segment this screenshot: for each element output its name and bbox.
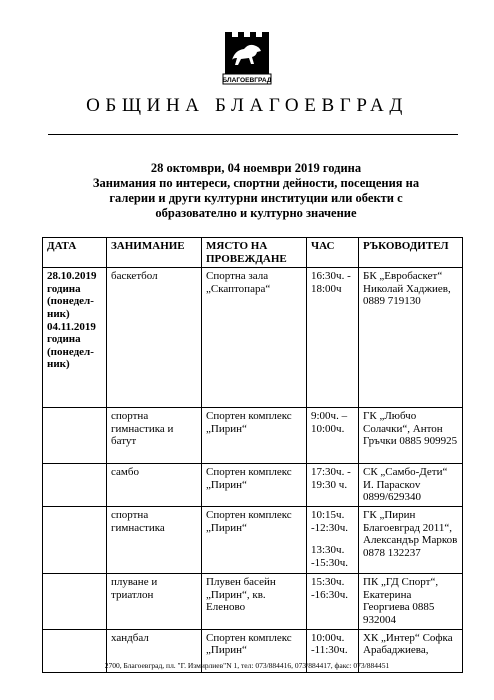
place-cell: Спортен комплекс „Пирин“ [202,507,307,574]
table-row [43,408,463,464]
leader-cell: БК „Евробаскет“ Николай Хаджиев, 0889 719130 [359,268,463,408]
table-row [43,464,463,507]
table-header-row [43,238,463,268]
time-cell: 10:00ч. -11:30ч. [307,629,359,672]
municipality-crest [222,30,272,86]
date-cell: 28.10.2019 година (понедел-ник) 04.11.2019 година (понедел-ник) [43,268,107,408]
time-cell: 17:30ч. - 19:30 ч. [307,464,359,507]
place-cell: Спортен комплекс „Пирин“ [202,629,307,672]
time-slot-2: 13:30ч. -15:30ч. [311,544,349,569]
crest-icon [222,30,272,86]
place-cell: Спортен комплекс „Пирин“ [202,408,307,464]
organization-title: ОБЩИНА БЛАГОЕВГРАД [86,95,408,116]
date-cell-empty [43,574,107,629]
activity-cell: самбо [107,464,202,507]
heading-dates: 28 октомври, 04 ноември 2019 година [150,161,362,175]
leader-cell: ГК „Пирин Благоевград 2011“, Александър Марков 0878 132237 [359,507,463,574]
date-cell-empty [43,507,107,574]
heading-line-1: Занимания по интереси, спортни дейности, посещения на [92,176,420,190]
crest-label: БЛАГОЕВГРАД [222,76,272,84]
activity-cell: плуване и триатлон [107,574,202,629]
date-cell-empty [43,408,107,464]
table-row [43,268,463,408]
heading-line-3: образователно и културно значение [155,206,357,220]
leader-cell: ГК „Любчо Солачки“, Антон Гръчки 0885 909925 [359,408,463,464]
table-row [43,507,463,574]
header-date: ДАТА [43,238,107,268]
activity-cell: баскетбол [107,268,202,408]
date-cell-empty [43,464,107,507]
header-divider [48,134,458,135]
header-time: ЧАС [307,238,359,268]
heading-line-2: галерии и други културни институции или обекти с [109,191,403,205]
leader-cell: ПК „ГД Спорт“, Екатерина Георгиева 0885 932004 [359,574,463,629]
time-cell: 15:30ч. -16:30ч. [307,574,359,629]
document-heading [68,161,444,221]
time-cell [307,507,359,574]
leader-cell: СК „Самбо-Дети“ И. Параскоv 0899/629340 [359,464,463,507]
time-slot-1: 10:15ч. -12:30ч. [311,509,349,534]
header-activity: ЗАНИМАНИЕ [107,238,202,268]
time-cell: 9:00ч. – 10:00ч. [307,408,359,464]
place-cell: Спортен комплекс „Пирин“ [202,464,307,507]
activity-cell: спортна гимнастика и батут [107,408,202,464]
activity-cell: хандбал [107,629,202,672]
header-leader: РЪКОВОДИТЕЛ [359,238,463,268]
table-row [43,574,463,629]
place-cell: Плувен басейн „Пирин“, кв. Еленово [202,574,307,629]
activity-cell: спортна гимнастика [107,507,202,574]
place-cell: Спортна зала „Скаптопара“ [202,268,307,408]
leader-cell: ХК „Интер“ Софка Арабаджиева, [359,629,463,672]
time-cell: 16:30ч. - 18:00ч [307,268,359,408]
schedule-table [42,237,463,673]
header-place: МЯСТО НА ПРОВЕЖДАНЕ [202,238,307,268]
footer-address: 2700, Благоевград, пл. "Г. Измирлиев"N 1, тел: 073/884416, 073/884417, факс: 073/884451 [104,661,390,670]
